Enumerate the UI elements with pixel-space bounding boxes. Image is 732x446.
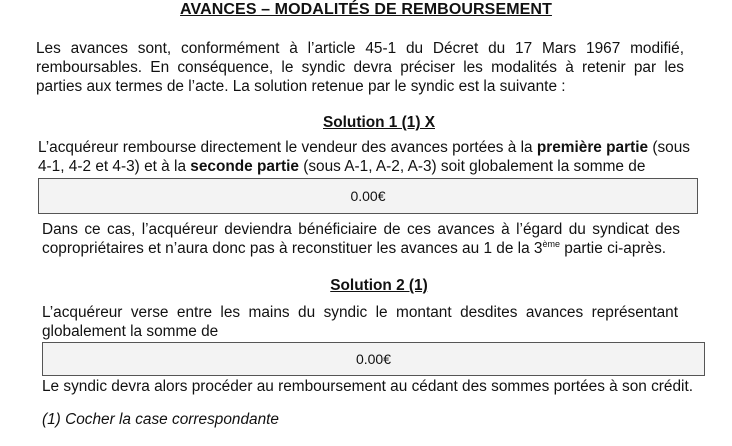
solution-2-amount: 0.00€ (355, 351, 392, 367)
solution-2-heading: Solution 2 (1) (330, 277, 428, 294)
solution-1-text (38, 138, 690, 176)
solution-1-text-part-3: (sous A-1, A-2, A-3) soit globalement la somme de (298, 158, 646, 175)
footnote: (1) Cocher la case correspondante (42, 411, 279, 428)
solution-1-after-text (42, 220, 680, 258)
solution-1-amount: 0.00€ (350, 188, 386, 204)
solution-1-amount-box (38, 178, 698, 214)
solution-1-after-part-1: Dans ce cas, l’acquéreur deviendra bénéficiaire de ces avances à l’égard du syndicat des copropriétaires et n’aura donc pas à reconstituer les avances au 1 de la 3 (42, 221, 680, 257)
solution-1-text-part-1: L’acquéreur rembourse directement le vendeur des avances portées à la (38, 139, 537, 156)
solution-2-text: L’acquéreur verse entre les mains du syndic le montant desdites avances représentant globalement la somme de (42, 304, 678, 340)
intro-paragraph: Les avances sont, conformément à l’article 45-1 du Décret du 17 Mars 1967 modifié, remboursables. En conséquence, le syndic devra préciser les modalités à retenir par les parties aux termes de l’acte. La solution retenue par le syndic est la suivante : (36, 40, 684, 95)
solution-1-text-part-2: (sous 4-1, 4-2 et 4-3) et à la (38, 139, 690, 175)
solution-1-heading: Solution 1 (1) X (322, 114, 435, 131)
solution-1-bold-first-part: première partie (536, 139, 649, 156)
superscript-eme: ème (542, 239, 561, 249)
solution-2-after-text: Le syndic devra alors procéder au remboursement au cédant des sommes portées à son crédit. (42, 378, 694, 395)
solution-2-amount-box (42, 342, 705, 376)
solution-1-bold-second-part: seconde partie (190, 158, 299, 175)
solution-1-after-part-2: partie ci-après. (560, 240, 667, 257)
page-title: AVANCES – MODALITÉS DE REMBOURSEMENT (180, 1, 552, 18)
